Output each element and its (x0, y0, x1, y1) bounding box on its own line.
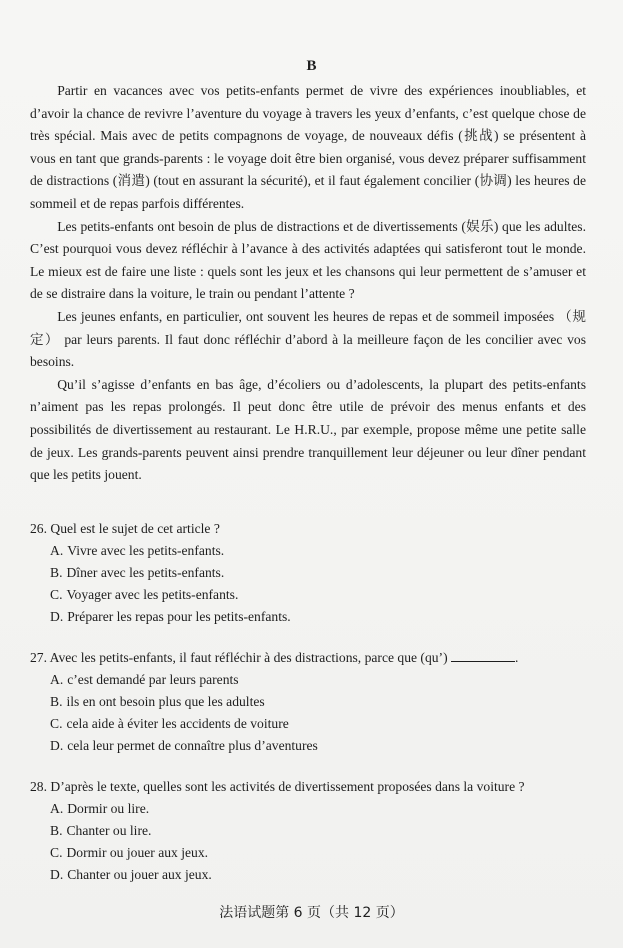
option-text: c’est demandé par leurs parents (67, 672, 239, 687)
option-letter: A. (50, 543, 64, 558)
option-letter: C. (50, 587, 63, 602)
question-number: 26. (30, 521, 47, 536)
question-27 (30, 647, 586, 757)
page-footer: 法语试题第 6 页（共 12 页） (219, 905, 404, 921)
option-text: Vivre avec les petits-enfants. (67, 543, 225, 558)
question-text: Quel est le sujet de cet article ? (50, 521, 220, 536)
question-26 (30, 518, 586, 628)
passage-paragraph: Les petits-enfants ont besoin de plus de distractions et de divertissements (娱乐) que les adultes. C’est pourquoi vous devez réfléchir à l’avance à des activités adaptées qui satisferont tout le monde. Le mieux est de faire une liste : quels sont les jeux et les chansons qui leur permettent de s’amuser et de se distraire dans la voiture, le train ou pendant l’attente ? (30, 218, 586, 302)
option-text: Dormir ou jouer aux jeux. (66, 845, 209, 860)
question-stem (30, 776, 586, 798)
question-suffix: . (515, 650, 519, 665)
question-text: Avec les petits-enfants, il faut réfléchir à des distractions, parce que (qu’) (49, 650, 452, 665)
passage-paragraph: Partir en vacances avec vos petits-enfants permet de vivre des expériences inoubliables, et d’avoir la chance de revivre l’aventure du voyage à travers les yeux d’enfants, c’est quelque chose de très spécial. Mais avec de petits compagnons de voyage, de nouveaux défis (挑战) se présentent à vous en tant que grands-parents : le voyage doit être bien organisé, vous devez préparer suffisamment de distractions (消遣) (tout en assurant la sécurité), et il faut également concilier (协调) les heures de sommeil et de repas parfois différentes. (30, 83, 586, 211)
section-heading: B (306, 58, 317, 74)
reading-passage (30, 80, 586, 487)
option-c[interactable] (30, 584, 586, 606)
option-text: Dîner avec les petits-enfants. (66, 565, 225, 580)
option-text: Dormir ou lire. (67, 801, 150, 816)
answer-blank[interactable] (451, 649, 515, 662)
option-text: Voyager avec les petits-enfants. (66, 587, 239, 602)
option-letter: D. (50, 738, 64, 753)
option-b[interactable] (30, 820, 586, 842)
passage-paragraph: Qu’il s’agisse d’enfants en bas âge, d’écoliers ou d’adolescents, la plupart des petits-enfants n’aiment pas les repas prolongés. Il peut donc être utile de prévoir des menus enfants et des possibilités de divertissement au restaurant. Le H.R.U., par exemple, propose même une petite salle de jeux. Les grands-parents peuvent ainsi prendre tranquillement leur déjeuner ou leur dîner pendant que les petits jouent. (30, 376, 586, 483)
passage-paragraph: Les jeunes enfants, en particulier, ont souvent les heures de repas et de sommeil imposées （规定） par leurs parents. Il faut donc réfléchir d’abord à la meilleure façon de les concilier avec vos besoins. (30, 308, 586, 370)
option-b[interactable] (30, 562, 586, 584)
option-text: cela aide à éviter les accidents de voiture (66, 716, 289, 731)
option-d[interactable] (30, 606, 586, 628)
option-letter: D. (50, 609, 64, 624)
option-letter: B. (50, 694, 63, 709)
question-28 (30, 776, 586, 886)
option-b[interactable] (30, 691, 586, 713)
question-text: D’après le texte, quelles sont les activités de divertissement proposées dans la voiture ? (50, 779, 525, 794)
option-letter: B. (50, 823, 63, 838)
question-stem (30, 647, 586, 669)
question-number: 27. (30, 650, 47, 665)
question-stem (30, 518, 586, 540)
option-letter: B. (50, 565, 63, 580)
option-letter: C. (50, 845, 63, 860)
option-a[interactable] (30, 798, 586, 820)
option-text: ils en ont besoin plus que les adultes (66, 694, 265, 709)
option-c[interactable] (30, 713, 586, 735)
option-text: cela leur permet de connaître plus d’aventures (67, 738, 318, 753)
option-letter: A. (50, 801, 64, 816)
question-list (30, 518, 586, 905)
option-c[interactable] (30, 842, 586, 864)
option-d[interactable] (30, 864, 586, 886)
option-text: Chanter ou lire. (66, 823, 152, 838)
option-letter: A. (50, 672, 64, 687)
option-letter: C. (50, 716, 63, 731)
option-a[interactable] (30, 669, 586, 691)
option-letter: D. (50, 867, 64, 882)
option-d[interactable] (30, 735, 586, 757)
option-a[interactable] (30, 540, 586, 562)
option-text: Chanter ou jouer aux jeux. (67, 867, 212, 882)
question-number: 28. (30, 779, 47, 794)
option-text: Préparer les repas pour les petits-enfants. (67, 609, 291, 624)
